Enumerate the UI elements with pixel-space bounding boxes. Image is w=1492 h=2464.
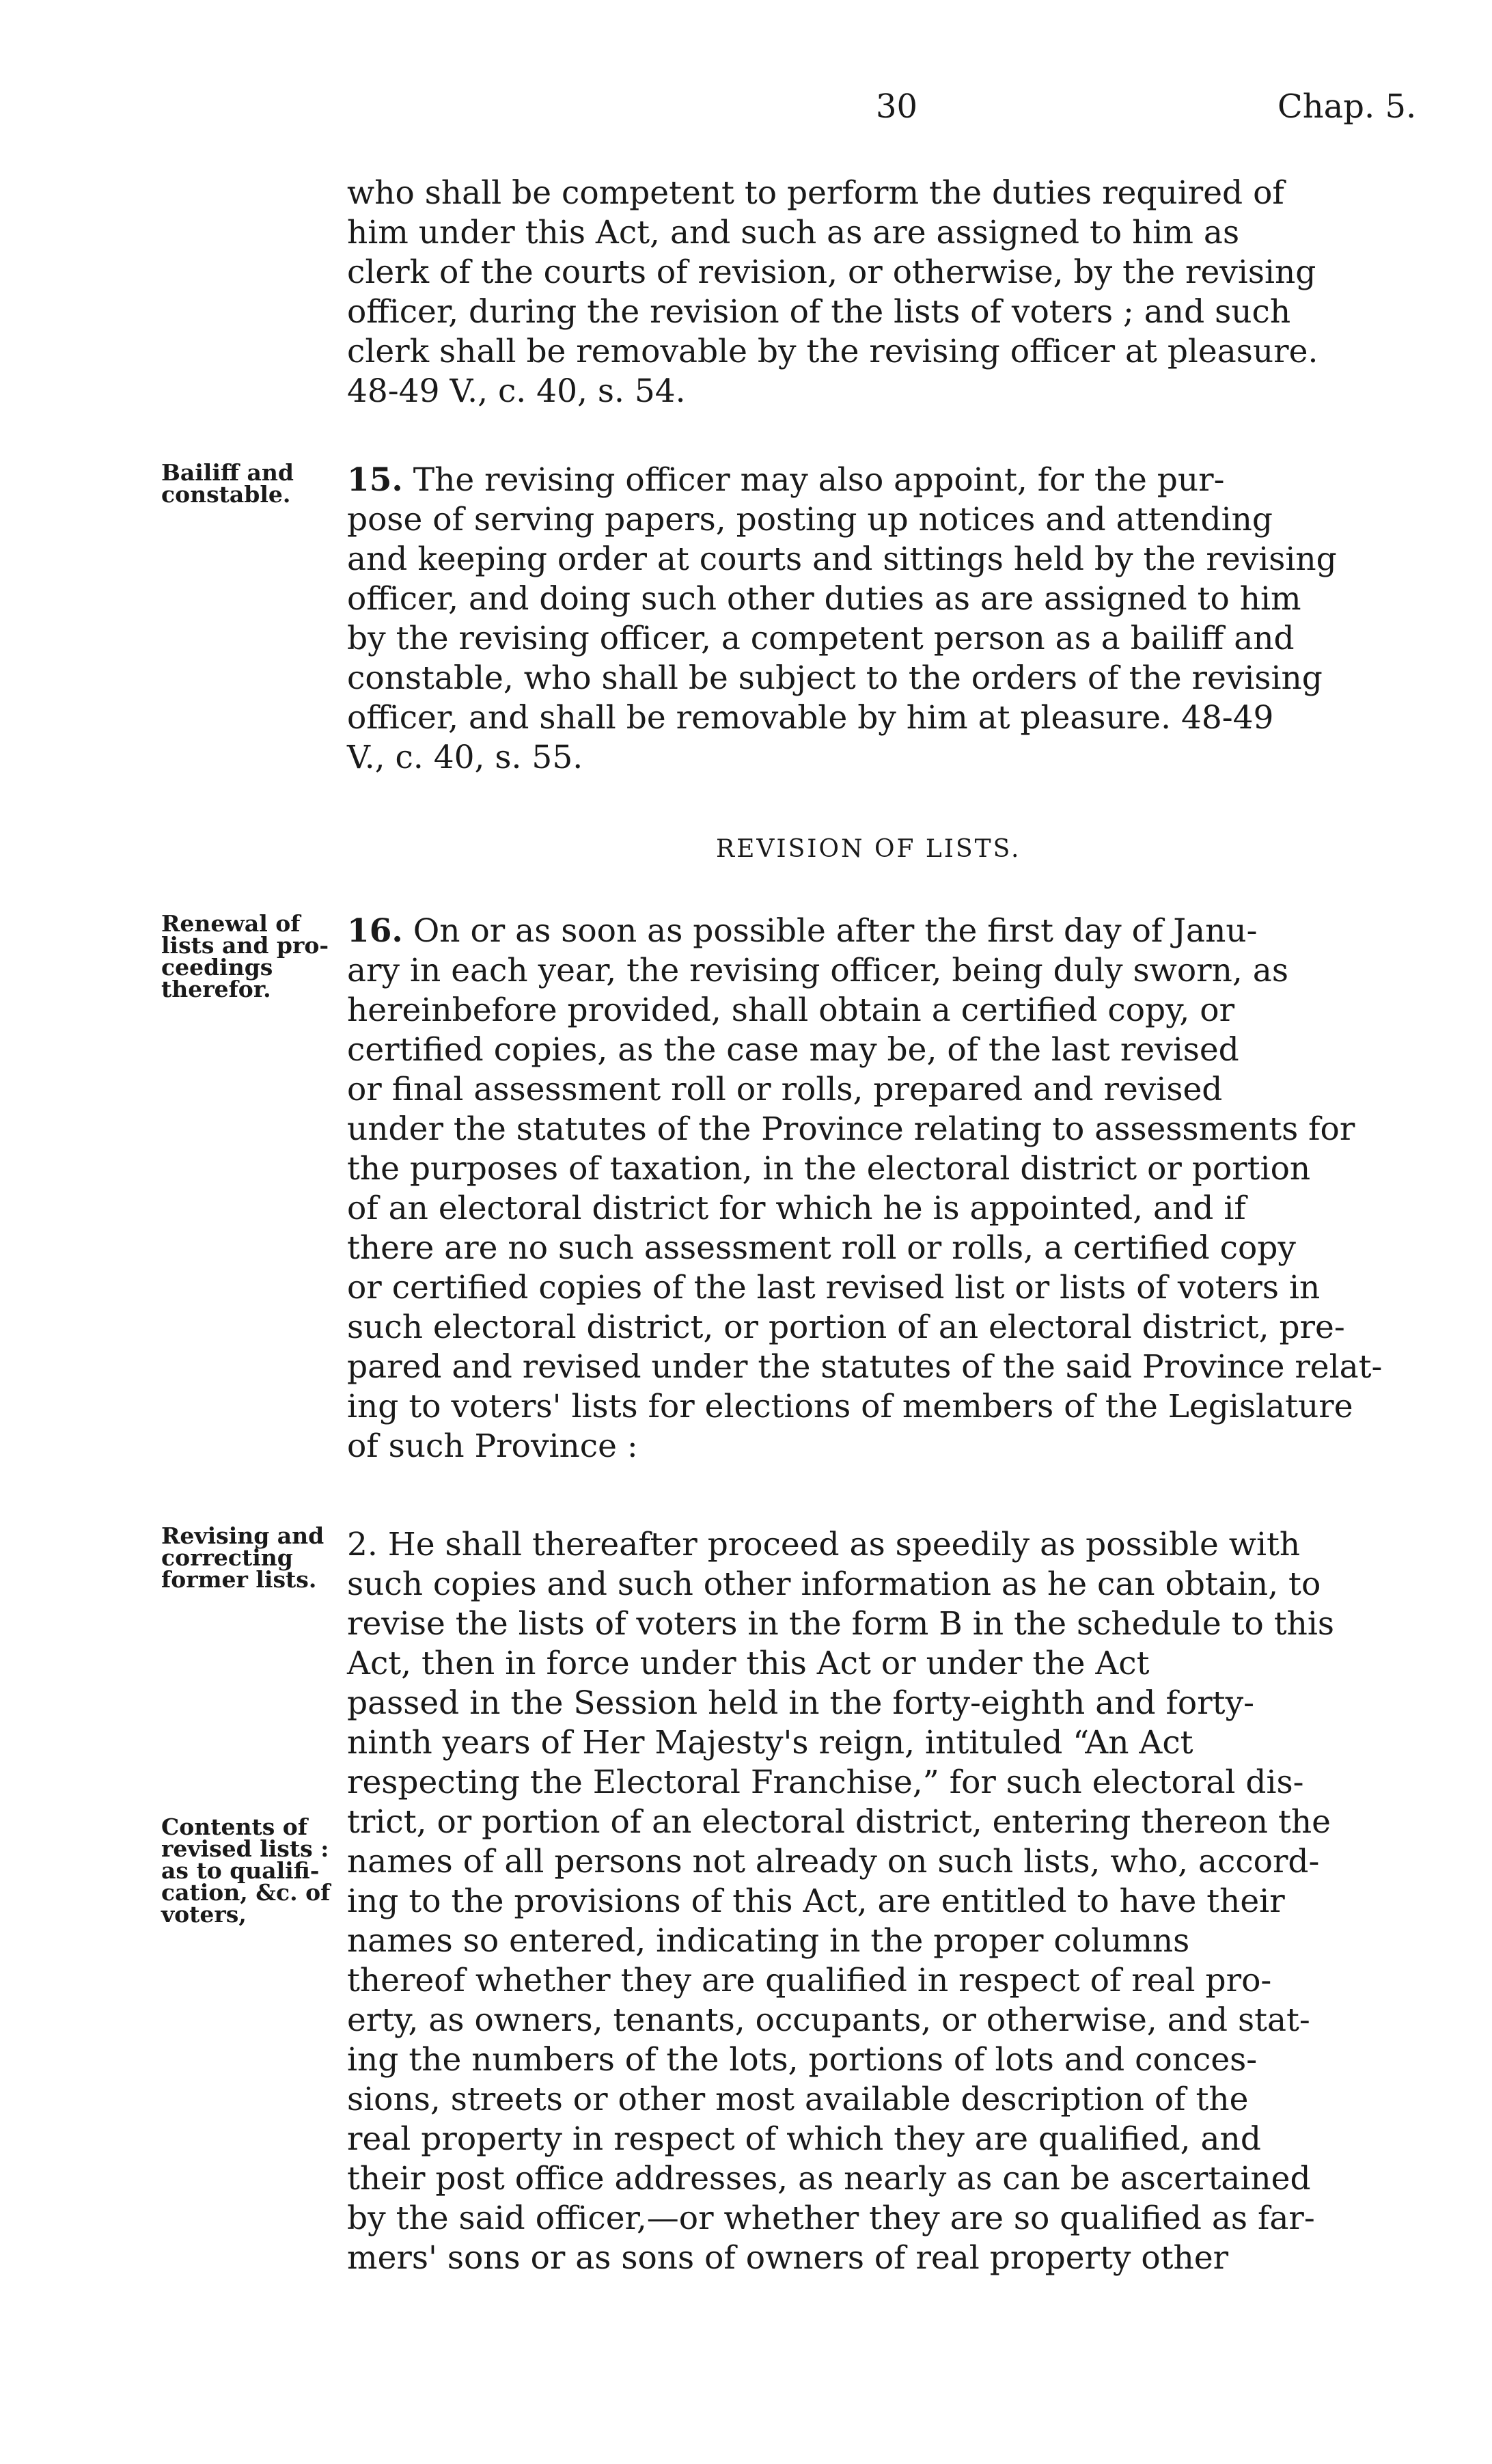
margin-line: Revising and xyxy=(161,1522,324,1549)
text-line: V., c. 40, s. 55. xyxy=(347,739,583,776)
margin-note-renewal xyxy=(161,910,339,1002)
text-line: under the statutes of the Province relating to assessments for xyxy=(347,1110,1355,1148)
text-line: revise the lists of voters in the form B in the schedule to this xyxy=(347,1605,1335,1643)
margin-line: constable. xyxy=(161,481,291,508)
margin-note-revising xyxy=(161,1522,339,1593)
section-15 xyxy=(347,461,1437,778)
text-line: officer, and shall be removable by him at pleasure. 48-49 xyxy=(347,699,1274,737)
text-line xyxy=(347,461,1437,500)
section-16 xyxy=(347,912,1437,1466)
text-line: of such Province : xyxy=(347,1427,638,1465)
text-line: 48-49 V., c. 40, s. 54. xyxy=(347,372,686,410)
text-line: respecting the Electoral Franchise,” for such electoral dis- xyxy=(347,1764,1304,1801)
text-line: names so entered, indicating in the proper columns xyxy=(347,1922,1190,1960)
text-line: ing to voters' lists for elections of members of the Legislature xyxy=(347,1388,1353,1425)
text-line: clerk of the courts of revision, or otherwise, by the revising xyxy=(347,254,1316,291)
text-line: ary in each year, the revising officer, being duly sworn, as xyxy=(347,952,1288,989)
text-line-content: On or as soon as possible after the first day of Janu- xyxy=(413,912,1258,950)
margin-line: ceedings xyxy=(161,954,273,981)
section-heading: REVISION OF LISTS. xyxy=(716,835,1021,863)
text-line: mers' sons or as sons of owners of real property other xyxy=(347,2239,1229,2277)
text-line: constable, who shall be subject to the orders of the revising xyxy=(347,659,1323,697)
text-line: by the said officer,—or whether they are so qualified as far- xyxy=(347,2200,1315,2237)
text-line: and keeping order at courts and sittings held by the revising xyxy=(347,540,1337,578)
text-line: such copies and such other information as he can obtain, to xyxy=(347,1565,1321,1603)
text-line: or certified copies of the last revised list or lists of voters in xyxy=(347,1269,1321,1306)
margin-line: former lists. xyxy=(161,1566,317,1593)
margin-line: revised lists : xyxy=(161,1835,329,1862)
margin-note-bailiff xyxy=(161,459,339,508)
text-line: sions, streets or other most available description of the xyxy=(347,2081,1249,2118)
text-line: such electoral district, or portion of an electoral district, pre- xyxy=(347,1309,1345,1346)
margin-line: Contents of xyxy=(161,1813,308,1840)
margin-line: lists and pro- xyxy=(161,932,329,959)
margin-line: therefor. xyxy=(161,976,271,1002)
text-line: names of all persons not already on such lists, who, accord- xyxy=(347,1843,1320,1880)
text-line: clerk shall be removable by the revising officer at pleasure. xyxy=(347,333,1318,370)
text-line: hereinbefore provided, shall obtain a certified copy, or xyxy=(347,991,1235,1029)
text-line: officer, and doing such other duties as are assigned to him xyxy=(347,580,1301,618)
text-line: him under this Act, and such as are assigned to him as xyxy=(347,214,1240,251)
text-line: trict, or portion of an electoral district, entering thereon the xyxy=(347,1803,1331,1841)
text-line: their post office addresses, as nearly as can be ascertained xyxy=(347,2160,1311,2198)
text-line: Act, then in force under this Act or under the Act xyxy=(347,1645,1150,1682)
margin-line: Renewal of xyxy=(161,910,301,937)
text-line: the purposes of taxation, in the electoral district or portion xyxy=(347,1150,1311,1188)
text-line: thereof whether they are qualified in respect of real pro- xyxy=(347,1962,1272,1999)
text-line: certified copies, as the case may be, of the last revised xyxy=(347,1031,1239,1069)
text-line: passed in the Session held in the forty-eighth and forty- xyxy=(347,1684,1255,1722)
text-line: ing to the provisions of this Act, are entitled to have their xyxy=(347,1883,1285,1920)
section-number: 16. xyxy=(347,912,403,950)
text-line: there are no such assessment roll or rolls, a certified copy xyxy=(347,1229,1296,1267)
subsection-2 xyxy=(347,1525,1437,2278)
section-number: 15. xyxy=(347,461,403,499)
margin-line: cation, &c. of xyxy=(161,1879,331,1906)
margin-note-contents xyxy=(161,1813,339,1928)
text-line: ing the numbers of the lots, portions of lots and conces- xyxy=(347,2041,1258,2079)
text-line: officer, during the revision of the lists of voters ; and such xyxy=(347,293,1291,331)
margin-line: Bailiff and xyxy=(161,459,294,486)
text-line: who shall be competent to perform the duties required of xyxy=(347,174,1284,212)
text-line: 2. He shall thereafter proceed as speedily as possible with xyxy=(347,1526,1301,1563)
text-line: or final assessment roll or rolls, prepared and revised xyxy=(347,1071,1223,1108)
text-line: pared and revised under the statutes of the said Province relat- xyxy=(347,1348,1383,1386)
margin-line: correcting xyxy=(161,1544,293,1571)
margin-line: as to qualifi- xyxy=(161,1857,320,1884)
text-line xyxy=(347,912,1437,951)
text-line: real property in respect of which they are qualified, and xyxy=(347,2120,1261,2158)
page-number: 30 xyxy=(876,87,918,126)
text-line: by the revising officer, a competent person as a bailiff and xyxy=(347,620,1295,657)
text-line: erty, as owners, tenants, occupants, or otherwise, and stat- xyxy=(347,2001,1310,2039)
text-line: pose of serving papers, posting up notices and attending xyxy=(347,501,1273,538)
text-line: ninth years of Her Majesty's reign, intituled “An Act xyxy=(347,1724,1193,1762)
paragraph-continuation xyxy=(347,174,1437,411)
text-line: of an electoral district for which he is appointed, and if xyxy=(347,1190,1246,1227)
chapter-label: Chap. 5. xyxy=(1277,87,1417,126)
margin-line: voters, xyxy=(161,1901,247,1928)
text-line-content: The revising officer may also appoint, for the pur- xyxy=(413,461,1225,499)
